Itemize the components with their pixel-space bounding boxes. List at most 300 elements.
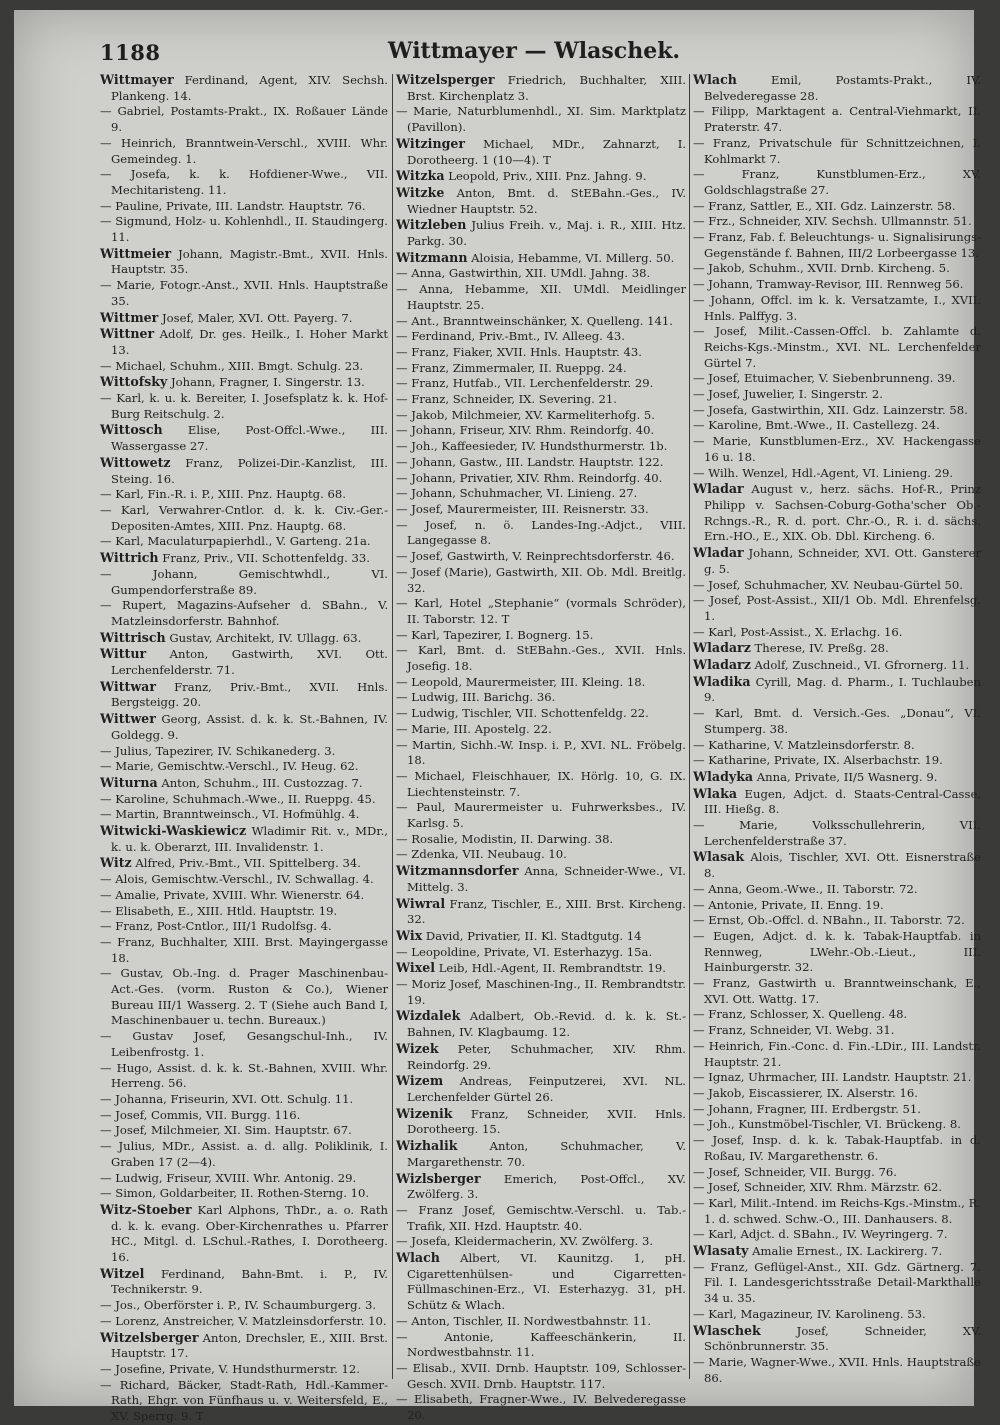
directory-entry [693,199,981,215]
directory-entry [100,503,388,534]
entry-text: — Ludwig, Friseur, XVIII. Whr. Antonig. 29. [100,1170,357,1185]
directory-entry [396,769,686,800]
directory-entry [396,596,686,627]
entry-text: Emil, Postamts-Prakt., IV. Belvederegasse 28. [704,73,981,103]
directory-entry [693,657,981,674]
directory-entry [396,1330,686,1361]
entry-text: — Josef, Gastwirth, V. Reinprechtsdorferstr. 46. [396,549,675,564]
directory-entry [396,439,686,455]
directory-entry [100,550,388,567]
directory-entry [100,278,388,309]
entry-text: — Franz, Schneider, IX. Severing. 21. [396,392,617,407]
entry-text: — Elisabeth, Fragner-Wwe., IV. Belvederegasse 20. [396,1392,686,1423]
directory-entry [396,250,686,267]
entry-text: — Johann, Tramway-Revisor, III. Rennweg 56. [693,277,964,292]
entry-text: — Franz, Fiaker, XVII. Hnls. Hauptstr. 43. [396,344,642,359]
entry-text: — Franz, Privatschule für Schnittzeichnen, I. Kohlmarkt 7. [693,135,981,166]
directory-entry [396,345,686,361]
directory-entry [693,1165,981,1181]
directory-entry [396,928,686,945]
directory-entry [396,690,686,706]
entry-text: — Josef, Schuhmacher, XV. Neubau-Gürtel 50. [693,577,963,592]
entry-text: — Ludwig, Tischler, VII. Schottenfeldg. 22. [396,706,649,721]
directory-entry [396,392,686,408]
entry-text: — Gustav Josef, Gesangschul-Inh., IV. Leibenfrostg. 1. [100,1029,388,1059]
directory-entry [396,1041,686,1073]
directory-entry [100,199,388,215]
entry-text: — Franz, Post-Cntlor., III/1 Rudolfsg. 4. [100,919,332,934]
directory-entry [396,1234,686,1250]
column-2 [396,72,686,1423]
directory-entry [100,823,388,855]
entry-text: — Franz, Fab. f. Beleuchtungs- u. Signalisirungs-Gegenstände f. Bahnen, III/2 Lorbeergasse 13. [693,230,982,260]
directory-entry [693,769,981,786]
entry-text: Friedrich, Buchhalter, XIII. Brst. Kirchenplatz 3. [407,73,686,103]
directory-entry [396,675,686,691]
entry-text: — Karl, Bmt. d. Versich.-Ges. „Donau“, VI. Stumperg. 38. [693,706,981,736]
directory-entry [693,1260,981,1307]
directory-entry [693,593,981,624]
directory-entry [100,630,388,647]
entry-text: — Josef (Marie), Gastwirth, XII. Ob. Mdl. Breitlg. 32. [396,564,686,595]
entry-text: — Wilh. Wenzel, Hdl.-Agent, VI. Linieng. 29. [693,465,954,480]
directory-entry [693,1355,981,1386]
entry-text: — Karl, Fin.-R. i. P., XIII. Pnz. Hauptg. 68. [100,487,346,502]
entry-text: Adolf, Dr. ges. Heilk., I. Hoher Markt 13. [111,327,388,357]
entry-text: Emerich, Post-Offcl., XV. Zwölferg. 3. [407,1171,686,1202]
entry-text: Alfred, Priv.-Bmt., VII. Spittelberg. 34. [131,856,361,871]
directory-entry [693,387,981,403]
directory-entry [396,72,686,104]
entry-text: — Joh., Kunstmöbel-Tischler, VI. Brückeng. 8. [693,1117,961,1132]
directory-entry [693,1070,981,1086]
directory-entry [396,217,686,249]
directory-entry [693,640,981,657]
entry-text: — Johann, Gemischtwhdl., VI. Gumpendorferstraße 89. [100,566,388,597]
directory-entry [396,1008,686,1040]
directory-entry [693,230,981,261]
directory-entry [693,898,981,914]
entry-text: Anna, Private, II/5 Wasnerg. 9. [753,769,938,784]
directory-entry [693,1243,981,1260]
surname: Wlach [396,1250,440,1266]
entry-text: — Karl, Hotel „Stephanie“ (vormals Schröder), II. Taborstr. 12. T [396,596,686,626]
entry-text: Anna, Schneider-Wwe., VI. Mittelg. 3. [407,864,686,894]
directory-entry [100,1171,388,1187]
entry-text: Albert, VI. Kaunitzg. 1, pH. Cigarettenhülsen- und Cigarretten-Füllmaschinen-Erz., VI. Esterhazyg. 31, pH. Schütz & Wlach. [407,1251,686,1313]
surname: Witzelsperger [396,72,495,87]
directory-entry [396,896,686,928]
directory-entry [100,888,388,904]
directory-entry [396,565,686,596]
entry-text: Amalie Ernest., IX. Lackirerg. 7. [748,1244,943,1259]
entry-text: — Karoline, Bmt.-Wwe., II. Castellezg. 24. [693,418,940,433]
directory-entry [100,422,388,454]
surname: Wlaka [693,785,737,801]
surname: Wizem [396,1073,444,1089]
entry-text: Andreas, Feinputzerei, XVI. NL. Lerchenfelder Gürtel 26. [407,1074,686,1104]
directory-entry [396,423,686,439]
entry-text: — Franz, Sattler, E., XII. Gdz. Lainzerstr. 58. [693,198,956,213]
directory-entry [396,738,686,769]
entry-text: — Heinrich, Branntwein-Verschl., XVIII. Whr. Gemeindeg. 1. [100,135,388,166]
entry-text: Georg, Assist. d. k. k. St.-Bahnen, IV. Goldegg. 9. [111,712,388,742]
directory-entry [693,545,981,577]
directory-entry [693,167,981,198]
directory-entry [100,744,388,760]
directory-entry [693,1196,981,1227]
directory-entry [396,628,686,644]
directory-entry [100,167,388,198]
directory-entry [693,72,981,104]
entry-text: Leib, Hdl.-Agent, II. Rembrandtstr. 19. [435,961,666,976]
directory-entry [100,136,388,167]
entry-text: Josef, Schneider, XV. Schönbrunnerstr. 35. [704,1323,981,1354]
directory-entry [100,534,388,550]
directory-entry [100,1314,388,1330]
directory-entry [100,1092,388,1108]
directory-entry [396,1361,686,1392]
directory-entry [100,326,388,358]
entry-text: — Anton, Tischler, II. Nordwestbahnstr. 11. [396,1313,652,1328]
directory-entry [396,945,686,961]
directory-entry [100,679,388,711]
entry-text: — Lorenz, Anstreicher, V. Matzleinsdorferstr. 10. [100,1313,387,1328]
entry-text: — Filipp, Marktagent a. Central-Viehmarkt, II. Praterstr. 47. [693,104,981,135]
directory-entry [396,185,686,217]
directory-entry [100,919,388,935]
entry-text: Karl Alphons, ThDr., a. o. Rath d. k. k. evang. Ober-Kirchenrathes u. Pfarrer HC., Mitgl. d. LSchul.-Rathes, I. Dorotheerg. 16. [111,1202,388,1265]
directory-entry [396,549,686,565]
directory-entry [693,1117,981,1133]
surname: Wizek [396,1040,439,1056]
entry-text: — Rupert, Magazins-Aufseher d. SBahn., V. Matzleinsdorferstr. Bahnhof. [100,598,388,628]
directory-entry [396,960,686,977]
directory-entry [396,329,686,345]
surname: Witzinger [396,135,466,151]
entry-text: — Anna, Gastwirthin, XII. UMdl. Jahng. 38. [396,266,651,281]
directory-entry [396,1138,686,1170]
surname: Wittowetz [100,454,171,470]
directory-entry [396,722,686,738]
directory-entry [100,1378,388,1425]
directory-entry [100,1266,388,1298]
directory-entry [693,1086,981,1102]
directory-entry [693,1180,981,1196]
entry-text: — Moriz Josef, Maschinen-Ing., II. Rembrandtstr. 19. [396,977,686,1007]
entry-text: — Amalie, Private, XVIII. Whr. Wienerstr. 64. [100,887,365,902]
entry-text: — Richard, Bäcker, Stadt-Rath, Hdl.-Kammer-Rath, Ehgr. von Fünfhaus u. v. Weitersfeld, E., XV. Sperrg. 9. T [100,1377,388,1424]
entry-text: Franz, Schneider, XVII. Hnls. Dorotheerg. 15. [407,1106,686,1137]
surname: Wizlsberger [396,1170,481,1186]
directory-entry [100,759,388,775]
entry-text: Aloisia, Hebamme, VI. Millerg. 50. [467,250,675,265]
surname: Wittur [100,646,147,662]
directory-entry [693,625,981,641]
directory-entry [396,518,686,549]
directory-entry [396,471,686,487]
entry-text: — Michael, Schuhm., XIII. Bmgt. Schulg. 23. [100,358,364,373]
entry-text: — Josef, Etuimacher, V. Siebenbrunneng. 39. [693,371,956,386]
surname: Wittosch [100,422,163,438]
entry-text: — Johanna, Friseurin, XVI. Ott. Schulg. 11. [100,1092,354,1106]
entry-text: — Marie, Naturblumenhdl., XI. Sim. Marktplatz (Pavillon). [396,104,686,135]
directory-entry [100,1029,388,1060]
directory-entry [396,1073,686,1105]
entry-text: Wladimir Rit. v., MDr., k. u. k. Oberarzt, III. Invalidenstr. 1. [111,824,388,854]
surname: Witzke [396,184,445,200]
surname: Wittmer [100,309,159,325]
surname: Witz [100,855,132,871]
entry-text: — Sigmund, Holz- u. Kohlenhdl., II. Staudingerg. 11. [100,214,388,245]
surname: Wladar [693,481,744,497]
entry-text: Adolf, Zuschneid., VI. Gfrornerg. 11. [750,658,970,673]
directory-entry [100,1123,388,1139]
entry-text: — Elisabeth, E., XIII. Htld. Hauptstr. 19. [100,903,338,918]
directory-entry [396,136,686,168]
directory-entry [693,1133,981,1164]
entry-text: — Franz, Buchhalter, XIII. Brst. Mayingergasse 18. [100,934,388,965]
directory-entry [100,567,388,598]
surname: Wladyka [693,768,754,784]
entry-text: — Johann, Offcl. im k. k. Versatzamte, I., XVII. Hnls. Palffyg. 3. [693,292,981,323]
surname: Wittrisch [100,629,166,645]
entry-text: Ferdinand, Agent, XIV. Sechsh. Plankeng. 14. [111,73,388,103]
directory-entry [100,246,388,278]
directory-entry [396,282,686,313]
entry-text: — Marie, Volksschullehrerin, VII. Lerchenfelderstraße 37. [693,818,981,848]
entry-text: — Karl, Bmt. d. StEBahn.-Ges., XVII. Hnls. Josefig. 18. [396,643,686,674]
entry-text: — Heinrich, Fin.-Conc. d. Fin.-LDir., III. Landstr. Hauptstr. 21. [693,1038,981,1069]
entry-text: — Franz, Geflügel-Anst., XII. Gdz. Gärtnerg. 7. Fil. I. Landesgerichtsstraße Detail-Markthalle 34 u. 35. [693,1259,981,1306]
entry-text: — Marie, Wagner-Wwe., XVII. Hnls. Hauptstraße 86. [693,1354,981,1385]
directory-entry [693,818,981,849]
entry-text: — Karl, Tapezirer, I. Bognerg. 15. [396,627,594,642]
entry-text: Franz, Polizei-Dir.-Kanzlist, III. Steing. 16. [111,455,388,486]
surname: Wittmayer [100,72,174,87]
directory-entry [396,1250,686,1314]
entry-text: — Marie, III. Apostelg. 22. [396,721,552,736]
column-1 [100,72,388,1424]
column-divider [689,74,690,1379]
directory-entry [693,324,981,371]
entry-text: Leopold, Priv., XIII. Pnz. Jahng. 9. [444,169,647,184]
surname: Wittmeier [100,245,172,261]
directory-entry [693,136,981,167]
directory-entry [100,855,388,872]
surname: Witzka [396,168,445,184]
surname: Wix [396,927,423,943]
directory-entry [693,104,981,135]
directory-entry [100,1362,388,1378]
surname: Wittner [100,326,155,342]
entry-text: — Antonie, Private, II. Enng. 19. [693,897,884,912]
entry-text: David, Privatier, II. Kl. Stadtgutg. 14 [422,928,642,943]
directory-entry [396,706,686,722]
directory-entry [396,847,686,863]
entry-text: — Karl, Verwahrer-Cntlor. d. k. k. Civ.-Ger.-Depositen-Amtes, XIII. Pnz. Hauptg. 68. [100,502,388,533]
directory-entry [693,1007,981,1023]
directory-entry [693,849,981,881]
entry-text: — Karoline, Schuhmach.-Wwe., II. Rueppg. 45. [100,791,376,806]
directory-entry [693,1227,981,1243]
directory-entry [100,359,388,375]
directory-entry [100,966,388,1029]
entry-text: — Josefa, Kleidermacherin, XV. Zwölferg. 3. [396,1234,654,1249]
surname: Wiwral [396,895,446,911]
surname: Wizhalik [396,1138,458,1154]
entry-text: — Josef, Milchmeier, XI. Sim. Hauptstr. 67. [100,1123,352,1138]
entry-text: — Marie, Kunstblumen-Erz., XV. Hackengasse 16 u. 18. [693,434,981,464]
entry-text: August v., herz. sächs. Hof-R., Prinz Philipp v. Sachsen-Coburg-Gotha'scher Ob.-Rchngs.-R., R. d. port. Chr.-O., R. i. d. sächs. Ern.-HO., E., XIX. Ob. Dbl. Kircheng. 6. [704,482,981,544]
entry-text: — Katharine, Private, IX. Alserbachstr. 19. [693,753,943,768]
directory-entry [100,1139,388,1170]
directory-entry [693,261,981,277]
entry-text: — Josef, Schneider, VII. Burgg. 76. [693,1164,897,1179]
directory-entry [100,807,388,823]
directory-entry [693,481,981,545]
entry-text: — Karl, Milit.-Intend. im Reichs-Kgs.-Minstm., R. 1. d. schwed. Schw.-O., III. Danhausers. 8. [693,1195,981,1226]
directory-entry [693,706,981,737]
directory-entry [100,1186,388,1202]
entry-text: Julius Freih. v., Maj. i. R., XIII. Htz. Parkg. 30. [407,218,686,249]
directory-entry [396,800,686,831]
directory-entry [693,1307,981,1323]
directory-entry [396,1203,686,1234]
directory-entry [396,486,686,502]
directory-entry [693,753,981,769]
directory-entry [100,1202,388,1266]
entry-text: Adalbert, Ob.-Revid. d. k. k. St.-Bahnen, IV. Klagbaumg. 12. [407,1009,686,1040]
entry-text: — Josef, Maurermeister, III. Reisnerstr. 33. [396,501,649,516]
directory-entry [693,1039,981,1070]
entry-text: — Marie, Fotogr.-Anst., XVII. Hnls. Hauptstraße 35. [100,278,388,308]
entry-text: — Josef, Schneider, XIV. Rhm. Märzstr. 62. [693,1180,943,1195]
directory-entry [693,371,981,387]
directory-entry [100,935,388,966]
entry-text: — Franz, Zimmermaler, II. Rueppg. 24. [396,360,627,375]
surname: Wladarz [693,640,751,656]
directory-entry [693,929,981,976]
entry-text: — Anna, Hebamme, XII. UMdl. Meidlinger Hauptstr. 25. [396,282,686,312]
directory-entry [100,598,388,629]
entry-text: — Frz., Schneider, XIV. Sechsh. Ullmannstr. 51. [693,214,972,229]
entry-text: — Karl, Post-Assist., X. Erlachg. 16. [693,624,903,639]
entry-text: Anton, Drechsler, E., XIII. Brst. Hauptstr. 17. [111,1330,388,1361]
surname: Wladika [693,673,751,689]
page-number: 1188 [100,40,161,65]
surname: Witz-Stoeber [100,1201,192,1217]
directory-entry [693,913,981,929]
entry-text: — Jos., Oberförster i. P., IV. Schaumburgerg. 3. [100,1298,377,1313]
entry-text: — Simon, Goldarbeiter, II. Rothen-Sterng. 10. [100,1186,370,1201]
entry-text: Eugen, Adjct. d. Staats-Central-Casse, III. Hießg. 8. [704,786,981,817]
directory-page [14,10,982,1424]
entry-text: — Franz, Schlosser, X. Quelleng. 48. [693,1007,908,1022]
entry-text: — Antonie, Kaffeeschänkerin, II. Nordwestbahnstr. 11. [396,1329,686,1360]
surname: Witzleben [396,217,467,233]
entry-text: Ferdinand, Bahn-Bmt. i. P., IV. Technikerstr. 9. [111,1266,388,1297]
entry-text: — Karl, Adjct. d. SBahn., IV. Weyringerg. 7. [693,1227,948,1242]
directory-entry [396,1314,686,1330]
entry-text: Anton, Gastwirth, XVI. Ott. Lerchenfelderstr. 71. [111,647,388,678]
directory-entry [693,434,981,465]
directory-entry [100,214,388,245]
entry-text: — Johann, Schuhmacher, VI. Linieng. 27. [396,486,638,501]
entry-text: Johann, Magistr.-Bmt., XVII. Hnls. Hauptstr. 35. [111,246,388,277]
directory-entry [396,863,686,895]
entry-text: — Ant., Branntweinschänker, X. Quelleng. 141. [396,313,673,328]
entry-text: Therese, IV. Preßg. 28. [750,641,889,656]
directory-entry [693,674,981,706]
entry-text: Michael, MDr., Zahnarzt, I. Dorotheerg. 1 (10—4). T [407,136,686,167]
directory-entry [693,418,981,434]
entry-text: — Marie, Gemischtw.-Verschl., IV. Heug. 62. [100,759,359,774]
entry-text: — Martin, Branntweinsch., VI. Hofmühlg. 4. [100,807,360,822]
entry-text: — Franz, Schneider, VI. Webg. 31. [693,1023,895,1038]
surname: Witzel [100,1265,145,1281]
directory-entry [693,976,981,1007]
directory-entry [693,738,981,754]
entry-text: Anton, Schuhmacher, V. Margarethenstr. 70. [407,1139,686,1169]
entry-text: Gustav, Architekt, IV. Ullagg. 63. [165,630,362,645]
entry-text: — Ignaz, Uhrmacher, III. Landstr. Hauptstr. 21. [693,1070,972,1085]
directory-entry [100,1108,388,1124]
entry-text: — Julius, Tapezirer, IV. Schikanederg. 3. [100,743,336,758]
directory-entry [396,643,686,674]
directory-entry [693,293,981,324]
entry-text: Elise, Post-Offcl.-Wwe., III. Wassergasse 27. [111,423,388,454]
directory-entry [693,882,981,898]
entry-text: — Franz Josef, Gemischtw.-Verschl. u. Tab.-Trafik, XII. Hzd. Hauptstr. 40. [396,1202,686,1233]
directory-entry [100,72,388,104]
directory-entry [396,1392,686,1423]
entry-text: — Zdenka, VII. Neubaug. 10. [396,847,567,862]
entry-text: — Ernst, Ob.-Offcl. d. NBahn., II. Taborstr. 72. [693,913,965,928]
directory-entry [396,376,686,392]
directory-entry [100,104,388,135]
entry-text: Franz, Priv.-Bmt., XVII. Hnls. Bergsteigg. 20. [111,679,388,710]
surname: Wlaschek [693,1322,761,1338]
entry-text: — Leopoldine, Private, VI. Esterhazyg. 15a. [396,944,653,959]
entry-text: — Hugo, Assist. d. k. k. St.-Bahnen, XVIII. Whr. Herreng. 56. [100,1060,388,1091]
surname: Wizdalek [396,1008,461,1024]
directory-entry [396,168,686,185]
entry-text: — Katharine, V. Matzleinsdorferstr. 8. [693,737,915,752]
entry-text: — Jakob, Eiscassierer, IX. Alserstr. 16. [693,1086,918,1100]
entry-text: — Johann, Gastw., III. Landstr. Hauptstr. 122. [396,454,664,469]
directory-entry [693,578,981,594]
entry-text: — Josef, Juwelier, I. Singerstr. 2. [693,387,883,402]
entry-text: — Josefa, k. k. Hofdiener-Wwe., VII. Mechitaristeng. 11. [100,167,388,197]
entry-text: — Josef, Commis, VII. Burgg. 116. [100,1107,301,1122]
directory-entry [693,277,981,293]
entry-text: — Josefine, Private, V. Hundsthurmerstr. 12. [100,1361,360,1376]
directory-entry [693,786,981,818]
entry-text: — Joh., Kaffeesieder, IV. Hundsthurmerstr. 1b. [396,439,668,454]
running-head: Wittmayer — Wlaschek. [387,38,681,64]
surname: Witzmann [396,249,468,265]
surname: Wladar [693,545,744,561]
entry-text: Johann, Schneider, XVI. Ott. Gansterer g. 5. [704,546,981,576]
surname: Wittwer [100,711,156,727]
directory-entry [396,832,686,848]
entry-text: Johann, Fragner, I. Singerstr. 13. [167,375,365,390]
surname: Wittofsky [100,374,168,390]
surname: Wladarz [693,657,751,673]
entry-text: — Gustav, Ob.-Ing. d. Prager Maschinenbau-Act.-Ges. (vorm. Ruston & Co.), Wiener Bureau III/1 Wasserg. 2. T (Siehe auch Band I, Maschinenbauer u. techn. Bureaux.) [100,966,388,1028]
entry-text: Alois, Tischler, XVI. Ott. Eisnerstraße 8. [704,850,981,881]
